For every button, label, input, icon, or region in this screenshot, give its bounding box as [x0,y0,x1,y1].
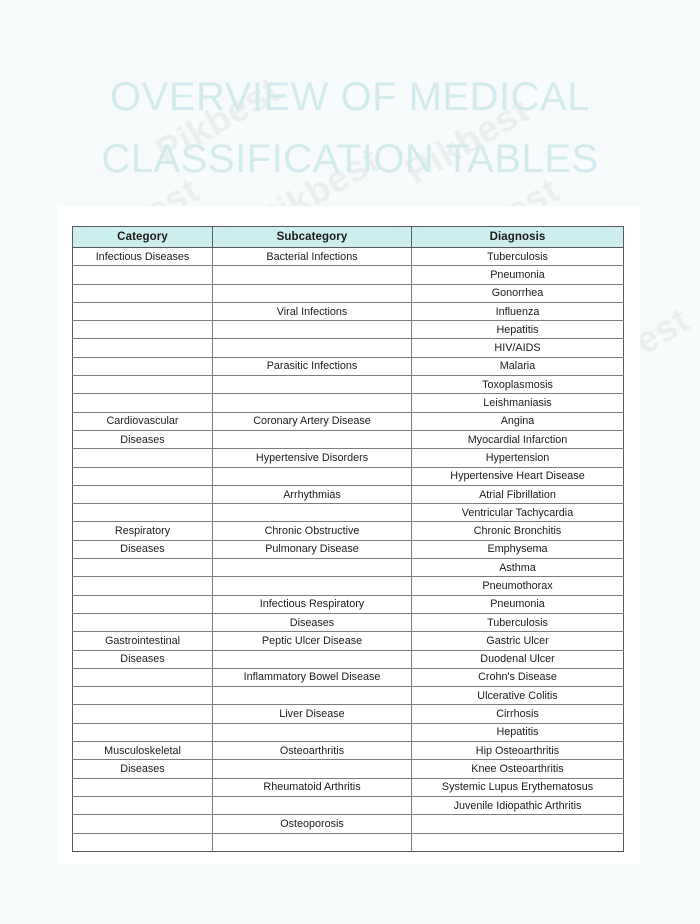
cell-diagnosis[interactable]: Crohn's Disease [412,668,624,686]
cell-diagnosis[interactable]: Hepatitis [412,723,624,741]
table-row [73,687,624,705]
table-row [73,668,624,686]
table-row [73,742,624,760]
cell-subcategory[interactable] [213,833,412,851]
cell-diagnosis[interactable]: Hip Osteoarthritis [412,742,624,760]
cell-category[interactable] [73,613,213,631]
cell-subcategory[interactable]: Bacterial Infections [213,248,412,266]
cell-category[interactable]: Musculoskeletal [73,742,213,760]
table-row [73,723,624,741]
table-row [73,540,624,558]
cell-diagnosis[interactable]: Pneumonia [412,595,624,613]
cell-subcategory[interactable]: Viral Infections [213,302,412,320]
cell-category[interactable]: Diseases [73,540,213,558]
table-row [73,504,624,522]
column-header-diagnosis[interactable]: Diagnosis [412,227,624,248]
cell-diagnosis[interactable]: Duodenal Ulcer [412,650,624,668]
cell-diagnosis[interactable]: Asthma [412,559,624,577]
cell-diagnosis[interactable]: Tuberculosis [412,248,624,266]
cell-category[interactable] [73,284,213,302]
cell-subcategory[interactable]: Inflammatory Bowel Disease [213,668,412,686]
table-header [73,227,624,248]
table-row [73,650,624,668]
table-row [73,815,624,833]
table-row [73,577,624,595]
page-title-line-1: OVERVIEW OF MEDICAL [110,75,590,119]
cell-diagnosis[interactable]: Juvenile Idiopathic Arthritis [412,796,624,814]
cell-diagnosis[interactable]: Ventricular Tachycardia [412,504,624,522]
cell-category[interactable] [73,687,213,705]
cell-category[interactable]: Respiratory [73,522,213,540]
cell-subcategory[interactable] [213,376,412,394]
table-row [73,430,624,448]
cell-diagnosis[interactable]: Angina [412,412,624,430]
cell-subcategory[interactable]: Rheumatoid Arthritis [213,778,412,796]
cell-subcategory[interactable] [213,687,412,705]
table-row [73,376,624,394]
cell-category[interactable]: Cardiovascular [73,412,213,430]
cell-subcategory[interactable] [213,339,412,357]
table-row [73,266,624,284]
cell-diagnosis[interactable] [412,815,624,833]
cell-diagnosis[interactable]: Gonorrhea [412,284,624,302]
cell-diagnosis[interactable]: Hypertension [412,449,624,467]
cell-category[interactable] [73,796,213,814]
cell-subcategory[interactable] [213,796,412,814]
table-row [73,485,624,503]
cell-subcategory[interactable] [213,430,412,448]
cell-diagnosis[interactable]: Leishmaniasis [412,394,624,412]
cell-subcategory[interactable]: Diseases [213,613,412,631]
cell-category[interactable] [73,577,213,595]
cell-category[interactable]: Diseases [73,650,213,668]
cell-subcategory[interactable]: Coronary Artery Disease [213,412,412,430]
cell-category[interactable] [73,504,213,522]
cell-diagnosis[interactable]: Myocardial Infarction [412,430,624,448]
cell-category[interactable] [73,449,213,467]
table-row [73,613,624,631]
cell-diagnosis[interactable]: Hypertensive Heart Disease [412,467,624,485]
cell-category[interactable] [73,778,213,796]
cell-category[interactable]: Gastrointestinal [73,632,213,650]
cell-category[interactable] [73,266,213,284]
cell-subcategory[interactable] [213,723,412,741]
cell-category[interactable] [73,321,213,339]
cell-subcategory[interactable] [213,577,412,595]
table-row [73,595,624,613]
cell-diagnosis[interactable]: Systemic Lupus Erythematosus [412,778,624,796]
table-row [73,394,624,412]
cell-subcategory[interactable]: Parasitic Infections [213,357,412,375]
cell-category[interactable] [73,394,213,412]
cell-category[interactable] [73,705,213,723]
cell-subcategory[interactable]: Liver Disease [213,705,412,723]
cell-category[interactable] [73,339,213,357]
cell-subcategory[interactable]: Pulmonary Disease [213,540,412,558]
cell-subcategory[interactable]: Infectious Respiratory [213,595,412,613]
table-row [73,449,624,467]
table-row [73,302,624,320]
cell-category[interactable]: Infectious Diseases [73,248,213,266]
table-row [73,705,624,723]
cell-diagnosis[interactable]: Influenza [412,302,624,320]
table-row [73,778,624,796]
cell-subcategory[interactable] [213,760,412,778]
cell-diagnosis[interactable]: Knee Osteoarthritis [412,760,624,778]
column-header-subcategory[interactable]: Subcategory [213,227,412,248]
cell-diagnosis[interactable]: Gastric Ulcer [412,632,624,650]
cell-diagnosis[interactable]: Pneumonia [412,266,624,284]
cell-category[interactable] [73,668,213,686]
cell-subcategory[interactable] [213,394,412,412]
column-header-category[interactable]: Category [73,227,213,248]
cell-diagnosis[interactable]: Cirrhosis [412,705,624,723]
cell-diagnosis[interactable]: Pneumothorax [412,577,624,595]
cell-category[interactable] [73,595,213,613]
page-title-line-2: CLASSIFICATION TABLES [101,137,599,181]
page-title [0,66,700,190]
table-row [73,833,624,851]
cell-diagnosis[interactable]: Toxoplasmosis [412,376,624,394]
cell-diagnosis[interactable]: Chronic Bronchitis [412,522,624,540]
table-row [73,467,624,485]
cell-subcategory[interactable] [213,467,412,485]
cell-category[interactable] [73,833,213,851]
medical-classification-table [72,226,624,852]
table-header-row [73,227,624,248]
cell-subcategory[interactable] [213,504,412,522]
table-row [73,632,624,650]
cell-diagnosis[interactable]: Tuberculosis [412,613,624,631]
cell-diagnosis[interactable]: Malaria [412,357,624,375]
cell-diagnosis[interactable]: Atrial Fibrillation [412,485,624,503]
table-row [73,321,624,339]
table-row [73,357,624,375]
cell-category[interactable] [73,357,213,375]
cell-subcategory[interactable]: Hypertensive Disorders [213,449,412,467]
cell-subcategory[interactable] [213,559,412,577]
cell-category[interactable] [73,815,213,833]
cell-subcategory[interactable]: Chronic Obstructive [213,522,412,540]
cell-category[interactable]: Diseases [73,430,213,448]
table-row [73,412,624,430]
cell-subcategory[interactable] [213,266,412,284]
cell-subcategory[interactable]: Osteoarthritis [213,742,412,760]
cell-subcategory[interactable] [213,284,412,302]
cell-diagnosis[interactable]: Ulcerative Colitis [412,687,624,705]
cell-subcategory[interactable]: Osteoporosis [213,815,412,833]
classification-table-container [72,226,623,852]
table-row [73,522,624,540]
table-row [73,796,624,814]
cell-category[interactable] [73,467,213,485]
table-row [73,559,624,577]
cell-subcategory[interactable] [213,650,412,668]
cell-category[interactable] [73,723,213,741]
cell-subcategory[interactable]: Peptic Ulcer Disease [213,632,412,650]
cell-diagnosis[interactable] [412,833,624,851]
cell-diagnosis[interactable]: HIV/AIDS [412,339,624,357]
table-row [73,284,624,302]
cell-category[interactable]: Diseases [73,760,213,778]
cell-category[interactable] [73,376,213,394]
cell-category[interactable] [73,302,213,320]
table-row [73,760,624,778]
cell-diagnosis[interactable]: Emphysema [412,540,624,558]
table-body [73,248,624,852]
cell-category[interactable] [73,559,213,577]
table-row [73,248,624,266]
cell-category[interactable] [73,485,213,503]
table-row [73,339,624,357]
cell-subcategory[interactable] [213,321,412,339]
cell-diagnosis[interactable]: Hepatitis [412,321,624,339]
cell-subcategory[interactable]: Arrhythmias [213,485,412,503]
